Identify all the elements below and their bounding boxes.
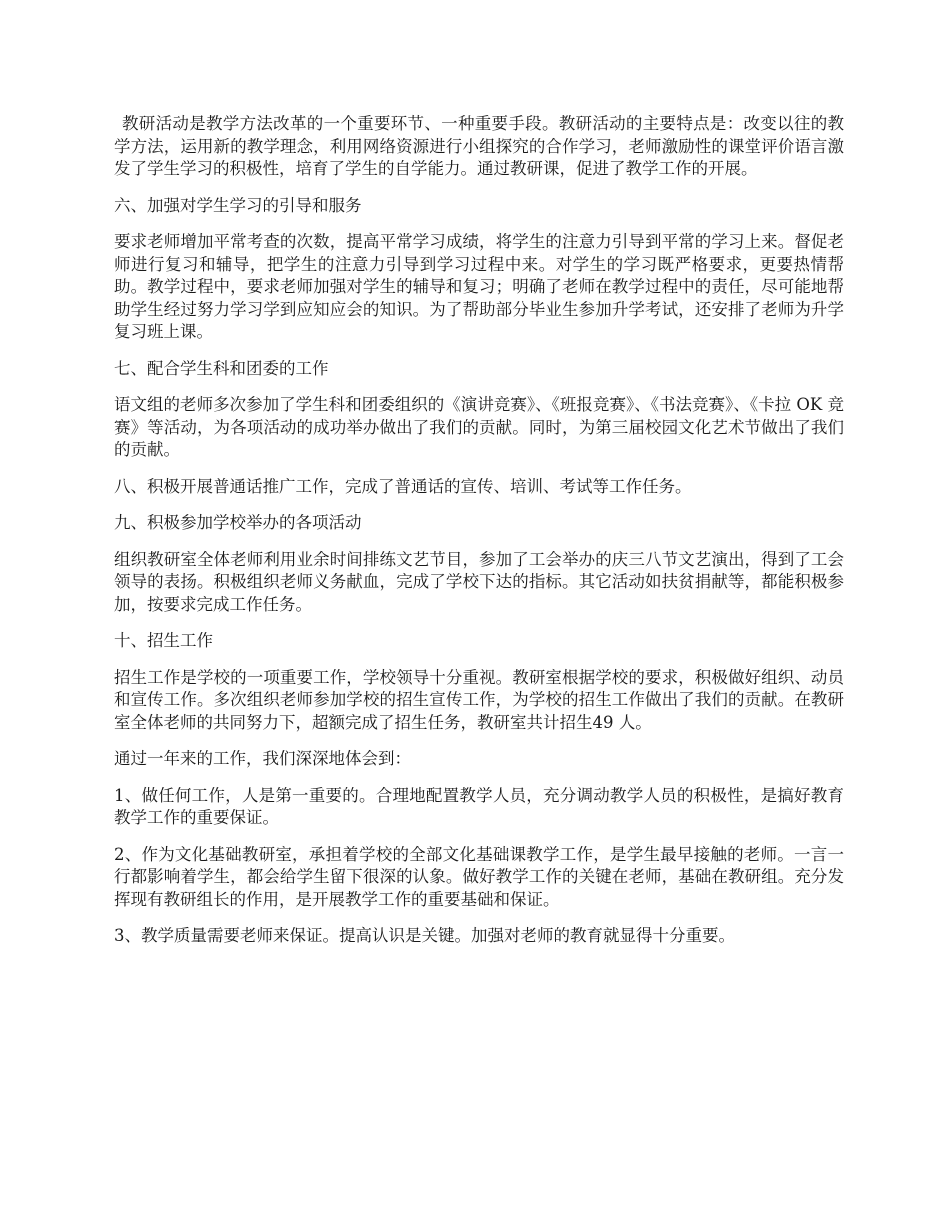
paragraph-activities: 组织教研室全体老师利用业余时间排练文艺节目，参加了工会举办的庆三八节文艺演出，得到了工会领导的表扬。积极组织老师义务献血，完成了学校下达的指标。其它活动如扶贫捐献等，都能积极参加，按要求完成工作任务。: [114, 549, 844, 614]
paragraph-summary-intro: 通过一年来的工作，我们深深地体会到：: [114, 749, 411, 768]
paragraph-enrollment: 招生工作是学校的一项重要工作，学校领导十分重视。教研室根据学校的要求，积极做好组织、动员和宣传工作。多次组织老师参加学校的招生宣传工作，为学校的招生工作做出了我们的贡献。在教研室全体老师的共同努力下，超额完成了招生任务，教研室共计招生49 人。: [114, 667, 844, 732]
paragraph-guidance: 要求老师增加平常考查的次数，提高平常学习成绩，将学生的注意力引导到平常的学习上来。督促老师进行复习和辅导，把学生的注意力引导到学习过程中来。对学生的学习既严格要求，更要热情帮助。教学过程中，要求老师加强对学生的辅导和复习；明确了老师在教学过程中的责任，尽可能地帮助学生经过努力学习学到应知应会的知识。为了帮助部分毕业生参加升学考试，还安排了老师为升学复习班上课。: [114, 232, 844, 341]
paragraph-point-3: 3、教学质量需要老师来保证。提高认识是关键。加强对老师的教育就显得十分重要。: [114, 926, 735, 945]
paragraph-point-1: 1、做任何工作，人是第一重要的。合理地配置教学人员，充分调动教学人员的积极性，是搞好教育教学工作的重要保证。: [114, 785, 844, 827]
paragraph-teaching-research: 教研活动是教学方法改革的一个重要环节、一种重要手段。教研活动的主要特点是：改变以往的教学方法，运用新的教学理念，利用网络资源进行小组探究的合作学习，老师激励性的课堂评价语言激发了学生学习的积极性，培育了学生的自学能力。通过教研课，促进了教学工作的开展。: [114, 114, 844, 178]
document-page: [114, 113, 844, 962]
section-heading-6: 六、加强对学生学习的引导和服务: [114, 195, 362, 215]
section-heading-8: 八、积极开展普通话推广工作，完成了普通话的宣传、培训、考试等工作任务。: [114, 476, 692, 496]
paragraph-point-2: 2、作为文化基础教研室，承担着学校的全部文化基础课教学工作，是学生最早接触的老师。一言一行都影响着学生，都会给学生留下很深的认象。做好教学工作的关键在老师，基础在教研组。充分发挥现有教研组长的作用，是开展教学工作的重要基础和保证。: [114, 844, 844, 909]
paragraph-competitions: 语文组的老师多次参加了学生科和团委组织的《演讲竞赛》、《班报竞赛》、《书法竞赛》、《卡拉 OK 竞赛》等活动，为各项活动的成功举办做出了我们的贡献。同时，为第三届校园文化艺术节做出了我们的贡献。: [114, 395, 844, 459]
section-heading-10: 十、招生工作: [114, 631, 213, 650]
section-heading-7: 七、配合学生科和团委的工作: [114, 358, 329, 378]
section-heading-9: 九、积极参加学校举办的各项活动: [114, 513, 362, 532]
